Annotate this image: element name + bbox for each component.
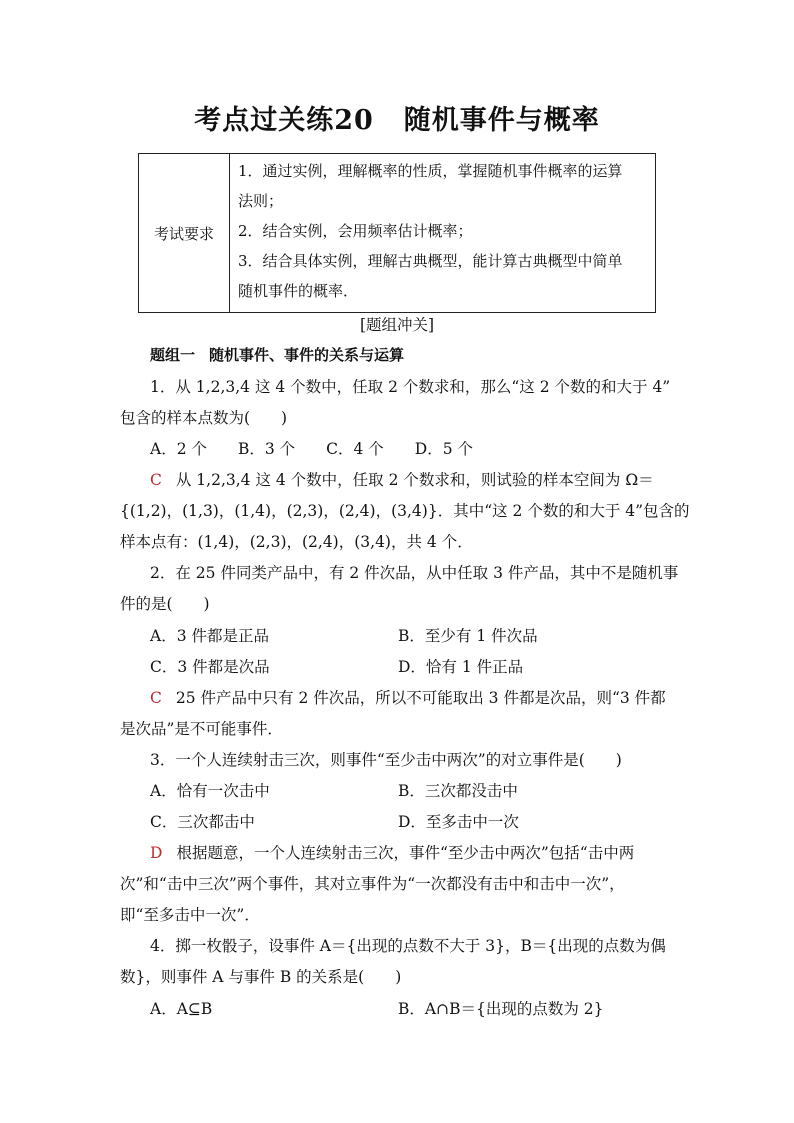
section-tag: [题组冲关]	[359, 316, 435, 334]
q4-option-a: A．A⊆B	[150, 1000, 213, 1018]
q3-answer: D	[150, 844, 163, 862]
requirement-line: 3．结合具体实例，理解古典概型，能计算古典概型中简单	[238, 252, 623, 270]
requirement-line: 随机事件的概率．	[238, 282, 359, 300]
page-title	[0, 98, 794, 137]
q4-stem-line: 4．掷一枚骰子，设事件 A＝{出现的点数不大于 3}，B＝{出现的点数为偶	[150, 937, 666, 955]
title-part2: 随机事件与概率	[403, 105, 600, 136]
q4-option-b: B．A∩B＝{出现的点数为 2}	[398, 1000, 604, 1018]
q3-option-b: B．三次都没击中	[398, 782, 518, 800]
title-part1: 考点过关练20	[194, 105, 374, 136]
q3-stem-line: 3．一个人连续射击三次，则事件“至少击中两次”的对立事件是( )	[150, 751, 622, 769]
q2-explain-line: 是次品”是不可能事件．	[120, 720, 283, 738]
requirement-line: 1．通过实例，理解概率的性质，掌握随机事件概率的运算	[238, 162, 623, 180]
q2-option-a: A．3 件都是正品	[150, 627, 269, 645]
q1-options: A．2 个 B．3 个 C．4 个 D．5 个	[150, 440, 474, 458]
q2-explain-line: C 25 件产品中只有 2 件次品，所以不可能取出 3 件都是次品，则“3 件都	[150, 689, 666, 707]
q1-explain-line: 样本点有：(1,4)，(2,3)，(2,4)，(3,4)，共 4 个．	[120, 533, 473, 551]
requirements-table	[138, 153, 656, 313]
requirement-line: 法则；	[238, 192, 284, 210]
q3-option-c: C．三次都击中	[150, 813, 255, 831]
q3-explain-line: 即“至多击中一次”．	[120, 906, 260, 924]
q2-option-c: C．3 件都是次品	[150, 658, 270, 676]
requirements-label: 考试要求	[139, 154, 230, 313]
q1-explain-line: C 从 1,2,3,4 这 4 个数中，任取 2 个数求和，则试验的样本空间为 Ω＝	[150, 471, 654, 489]
q3-explain-line: D 根据题意，一个人连续射击三次，事件“至少击中两次”包括“击中两	[150, 844, 635, 862]
group-heading	[150, 344, 404, 365]
requirements-content	[230, 154, 656, 313]
q2-option-d: D．恰有 1 件正品	[398, 658, 524, 676]
q1-answer: C	[150, 471, 162, 489]
q1-stem-line: 1．从 1,2,3,4 这 4 个数中，任取 2 个数求和，那么“这 2 个数的和大于 4”	[150, 378, 671, 396]
q2-answer: C	[150, 689, 162, 707]
q2-stem-line: 2．在 25 件同类产品中，有 2 件次品，从中任取 3 件产品，其中不是随机事	[150, 564, 679, 582]
q2-option-b: B．至少有 1 件次品	[398, 627, 538, 645]
q4-stem-line: 数}，则事件 A 与事件 B 的关系是( )	[120, 968, 402, 986]
q1-explain-line: {(1,2)，(1,3)，(1,4)，(2,3)，(2,4)，(3,4)}．其中“这 2 个数的和大于 4”包含的	[120, 502, 690, 520]
group-name: 随机事件、事件的关系与运算	[209, 346, 405, 364]
q3-option-d: D．至多击中一次	[398, 813, 519, 831]
q3-option-a: A．恰有一次击中	[150, 782, 270, 800]
group-label: 题组一	[150, 346, 196, 364]
q3-explain-line: 次”和“击中三次”两个事件，其对立事件为“一次都没有击中和击中一次”，	[120, 875, 625, 893]
q2-stem-line: 件的是( )	[120, 595, 210, 613]
requirement-line: 2．结合实例，会用频率估计概率；	[238, 222, 473, 240]
q1-stem-line: 包含的样本点数为( )	[120, 409, 288, 427]
